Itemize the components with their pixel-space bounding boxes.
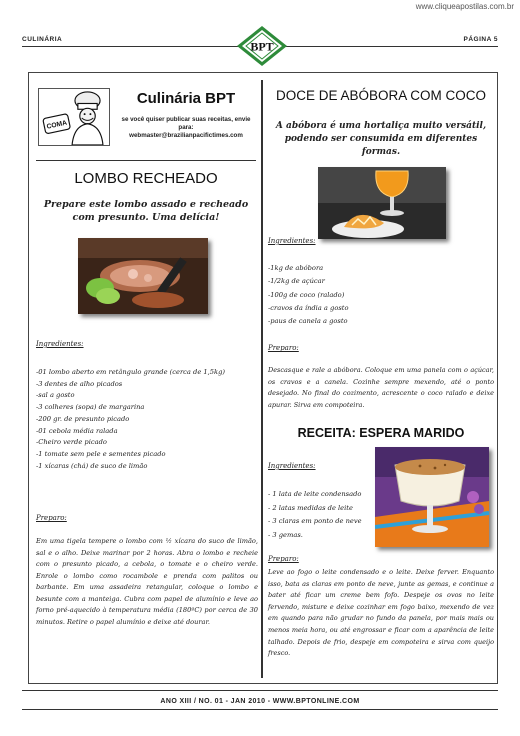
prep-label-espera: Preparo: — [268, 555, 299, 563]
ingredients-list-espera — [268, 488, 372, 542]
ingredients-list-lombo — [36, 367, 256, 472]
footer-info: ANO XIII / NO. 01 - JAN 2010 - WWW.BPTONLINE.COM — [160, 698, 360, 705]
ingredient-item: -1kg de abóbora — [268, 264, 324, 272]
abobora-photo — [318, 167, 446, 239]
ingredient-item: -01 cebola média ralada — [36, 426, 118, 435]
recipe-title-espera: RECEITA: ESPERA MARIDO — [297, 426, 465, 440]
lombo-photo — [78, 238, 208, 314]
chef-illustration — [38, 88, 110, 146]
prep-text-espera: Leve ao fogo o leite condensado e o leite. Deixe ferver. Enquanto isso, bata as claras em ponto de neve, junte as gemas, e continue a bater até ficar um creme bem fofo. Despeje os ovos no leite fervendo, misture e deixe cozinhar em fogo baixo, mexendo de vez em quando para não grudar no fundo da panela, por mais mais ou menos meia hora, ou até engrossar e ficar com a aparência de leite talhado. Depois de frio, despeje em compoteira e sirva com queijo fresco. — [268, 568, 494, 658]
recipe-lead-abobora: A abóbora é uma hortaliça muito versátil, podendo ser consumida em diferentes formas. — [275, 121, 487, 157]
ingredient-item: -1/2kg de açúcar — [268, 277, 325, 286]
ingredients-label-espera: Ingredientes: — [268, 462, 316, 470]
submission-note — [116, 116, 256, 140]
column-divider — [261, 80, 263, 678]
recipe-lead-lombo: Prepare este lombo assado e recheado com presunto. Uma delícia! — [43, 199, 249, 223]
bottom-rule — [22, 690, 498, 691]
ingredient-item: -sal a gosto — [36, 391, 75, 400]
ingredient-item: -1 xícaras (chá) de suco de limão — [36, 461, 148, 470]
ingredient-item: -3 colheres (sopa) de margarina — [36, 403, 145, 412]
ingredient-item: -1 tomate sem pele e sementes picado — [36, 449, 166, 458]
ingredient-item: - 3 gemas. — [268, 530, 303, 539]
ingredients-label-abobora: Ingredientes: — [268, 237, 316, 245]
submission-text: se você quiser publicar suas receitas, envie para: — [121, 116, 251, 131]
ingredient-item: -paus de canela a gosto — [268, 317, 348, 326]
chef-badge-text: COMA — [46, 119, 68, 131]
espera-photo — [375, 447, 489, 547]
prep-text-lombo: Em uma tigela tempere o lombo com ½ xícara do suco de limão, sal e o alho. Deixe marinar por 2 horas. Abra o lombo e recheie com o presunto picado, a cebola, o tomate e o cheiro verde. Enrole o lombo como rocambole e prenda com palitos ou barbante. Em uma assadeira retangular, coloque o lombo e besunte com a manteiga. Cubra com papel de alumínio e leve ao forno pré-aquecido à temperatura média (180ºC) por cerca de 30 minutos. Retire o papel alumínio e deixe até dourar. — [36, 537, 258, 626]
bpt-logo-text: BPT — [250, 39, 274, 54]
ingredient-item: -Cheiro verde picado — [36, 438, 107, 447]
recipe-title-lombo: LOMBO RECHEADO — [74, 170, 218, 187]
ingredient-item: -200 gr. de presunto picado — [36, 414, 130, 423]
ingredient-item: - 2 latas medidas de leite — [268, 503, 353, 512]
ingredient-item: -100g de coco (ralado) — [268, 290, 345, 299]
left-rule — [36, 160, 256, 161]
ingredients-label-lombo: Ingredientes: — [36, 340, 84, 348]
recipe-title-abobora: DOCE DE ABÓBORA COM COCO — [275, 88, 487, 103]
ingredient-item: -cravos da índia a gosto — [268, 303, 349, 312]
submission-email[interactable]: webmaster@brazilianpacifictimes.com — [129, 132, 243, 139]
section-label: CULINÁRIA — [22, 36, 63, 43]
column-brand-title: Culinária BPT — [136, 90, 236, 107]
prep-label-lombo: Preparo: — [36, 514, 67, 522]
footer-rule — [22, 709, 498, 710]
ingredient-item: - 1 lata de leite condensado — [268, 490, 362, 498]
watermark: www.cliqueapostilas.com.br — [415, 2, 514, 11]
ingredients-list-abobora — [268, 262, 494, 328]
page-number: PÁGINA 5 — [463, 36, 498, 43]
ingredient-item: -3 dentes de alho picados — [36, 379, 123, 388]
ingredient-item: -01 lombo aberto em retângulo grande (cerca de 1,5kg) — [36, 368, 225, 376]
ingredient-item: - 3 claras em ponto de neve — [268, 517, 362, 525]
bpt-logo — [236, 25, 288, 67]
prep-text-abobora: Descasque e rale a abóbora. Coloque em uma panela com o açúcar, os cravos e a canela. Cozinhe sempre mexendo, até o ponto desejado. No final do cozimento, acrescente o coco ralado e deixe apurar. Sirva em compoteira. — [268, 366, 494, 409]
prep-label-abobora: Preparo: — [268, 344, 299, 352]
